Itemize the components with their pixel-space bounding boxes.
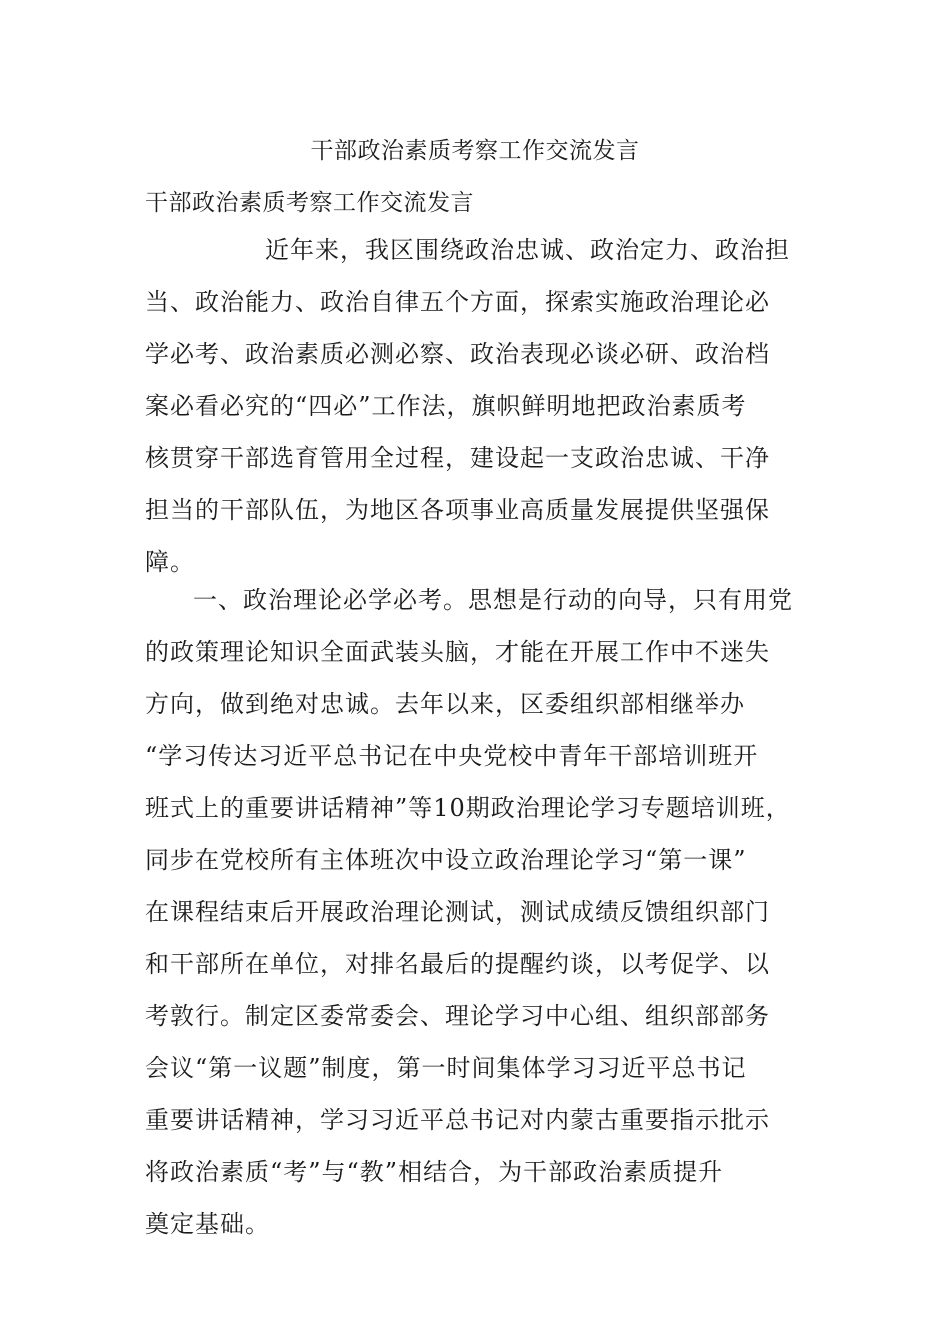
paragraph-line: 将政治素质“考”与“教”相结合，为干部政治素质提升 [145, 1158, 724, 1186]
paragraph-line: 一、政治理论必学必考。思想是行动的向导，只有用党 [193, 586, 793, 614]
paragraph-line: 和干部所在单位，对排名最后的提醒约谈，以考促学、以 [145, 950, 770, 978]
paragraph-line: 方向，做到绝对忠诚。去年以来，区委组织部相继举办 [145, 690, 745, 718]
paragraph-line: 案必看必究的“四必”工作法，旗帜鲜明地把政治素质考 [145, 392, 747, 420]
paragraph-line: 班式上的重要讲话精神”等10期政治理论学习专题培训班， [145, 794, 791, 822]
paragraph-section-one [145, 574, 825, 1250]
paragraph-line: 的政策理论知识全面武装头脑，才能在开展工作中不迷失 [145, 638, 770, 666]
paragraph-line: 学必考、政治素质必测必察、政治表现必谈必研、政治档 [145, 340, 770, 368]
paragraph-line: 重要讲话精神，学习习近平总书记对内蒙古重要指示批示 [145, 1106, 770, 1134]
paragraph-line: 核贯穿干部选育管用全过程，建设起一支政治忠诚、干净 [145, 444, 770, 472]
paragraph-line: 在课程结束后开展政治理论测试，测试成绩反馈组织部门 [145, 898, 770, 926]
paragraph-line: 奠定基础。 [145, 1210, 270, 1238]
document-title: 干部政治素质考察工作交流发言 [310, 138, 640, 164]
paragraph-line: 担当的干部队伍，为地区各项事业高质量发展提供坚强保 [145, 496, 770, 524]
paragraph-line: 会议“第一议题”制度，第一时间集体学习习近平总书记 [145, 1054, 747, 1082]
paragraph-line: 同步在党校所有主体班次中设立政治理论学习“第一课” [145, 846, 747, 874]
paragraph-line: 考敦行。制定区委常委会、理论学习中心组、组织部部务 [145, 1002, 770, 1030]
document-subtitle: 干部政治素质考察工作交流发言 [145, 190, 474, 216]
paragraph-line: 当、政治能力、政治自律五个方面，探索实施政治理论必 [145, 288, 770, 316]
paragraph-line: 近年来，我区围绕政治忠诚、政治定力、政治担 [265, 236, 790, 264]
paragraph-intro [145, 224, 825, 588]
paragraph-line: “学习传达习近平总书记在中央党校中青年干部培训班开 [145, 742, 759, 770]
paragraph-line: 障。 [145, 548, 195, 576]
